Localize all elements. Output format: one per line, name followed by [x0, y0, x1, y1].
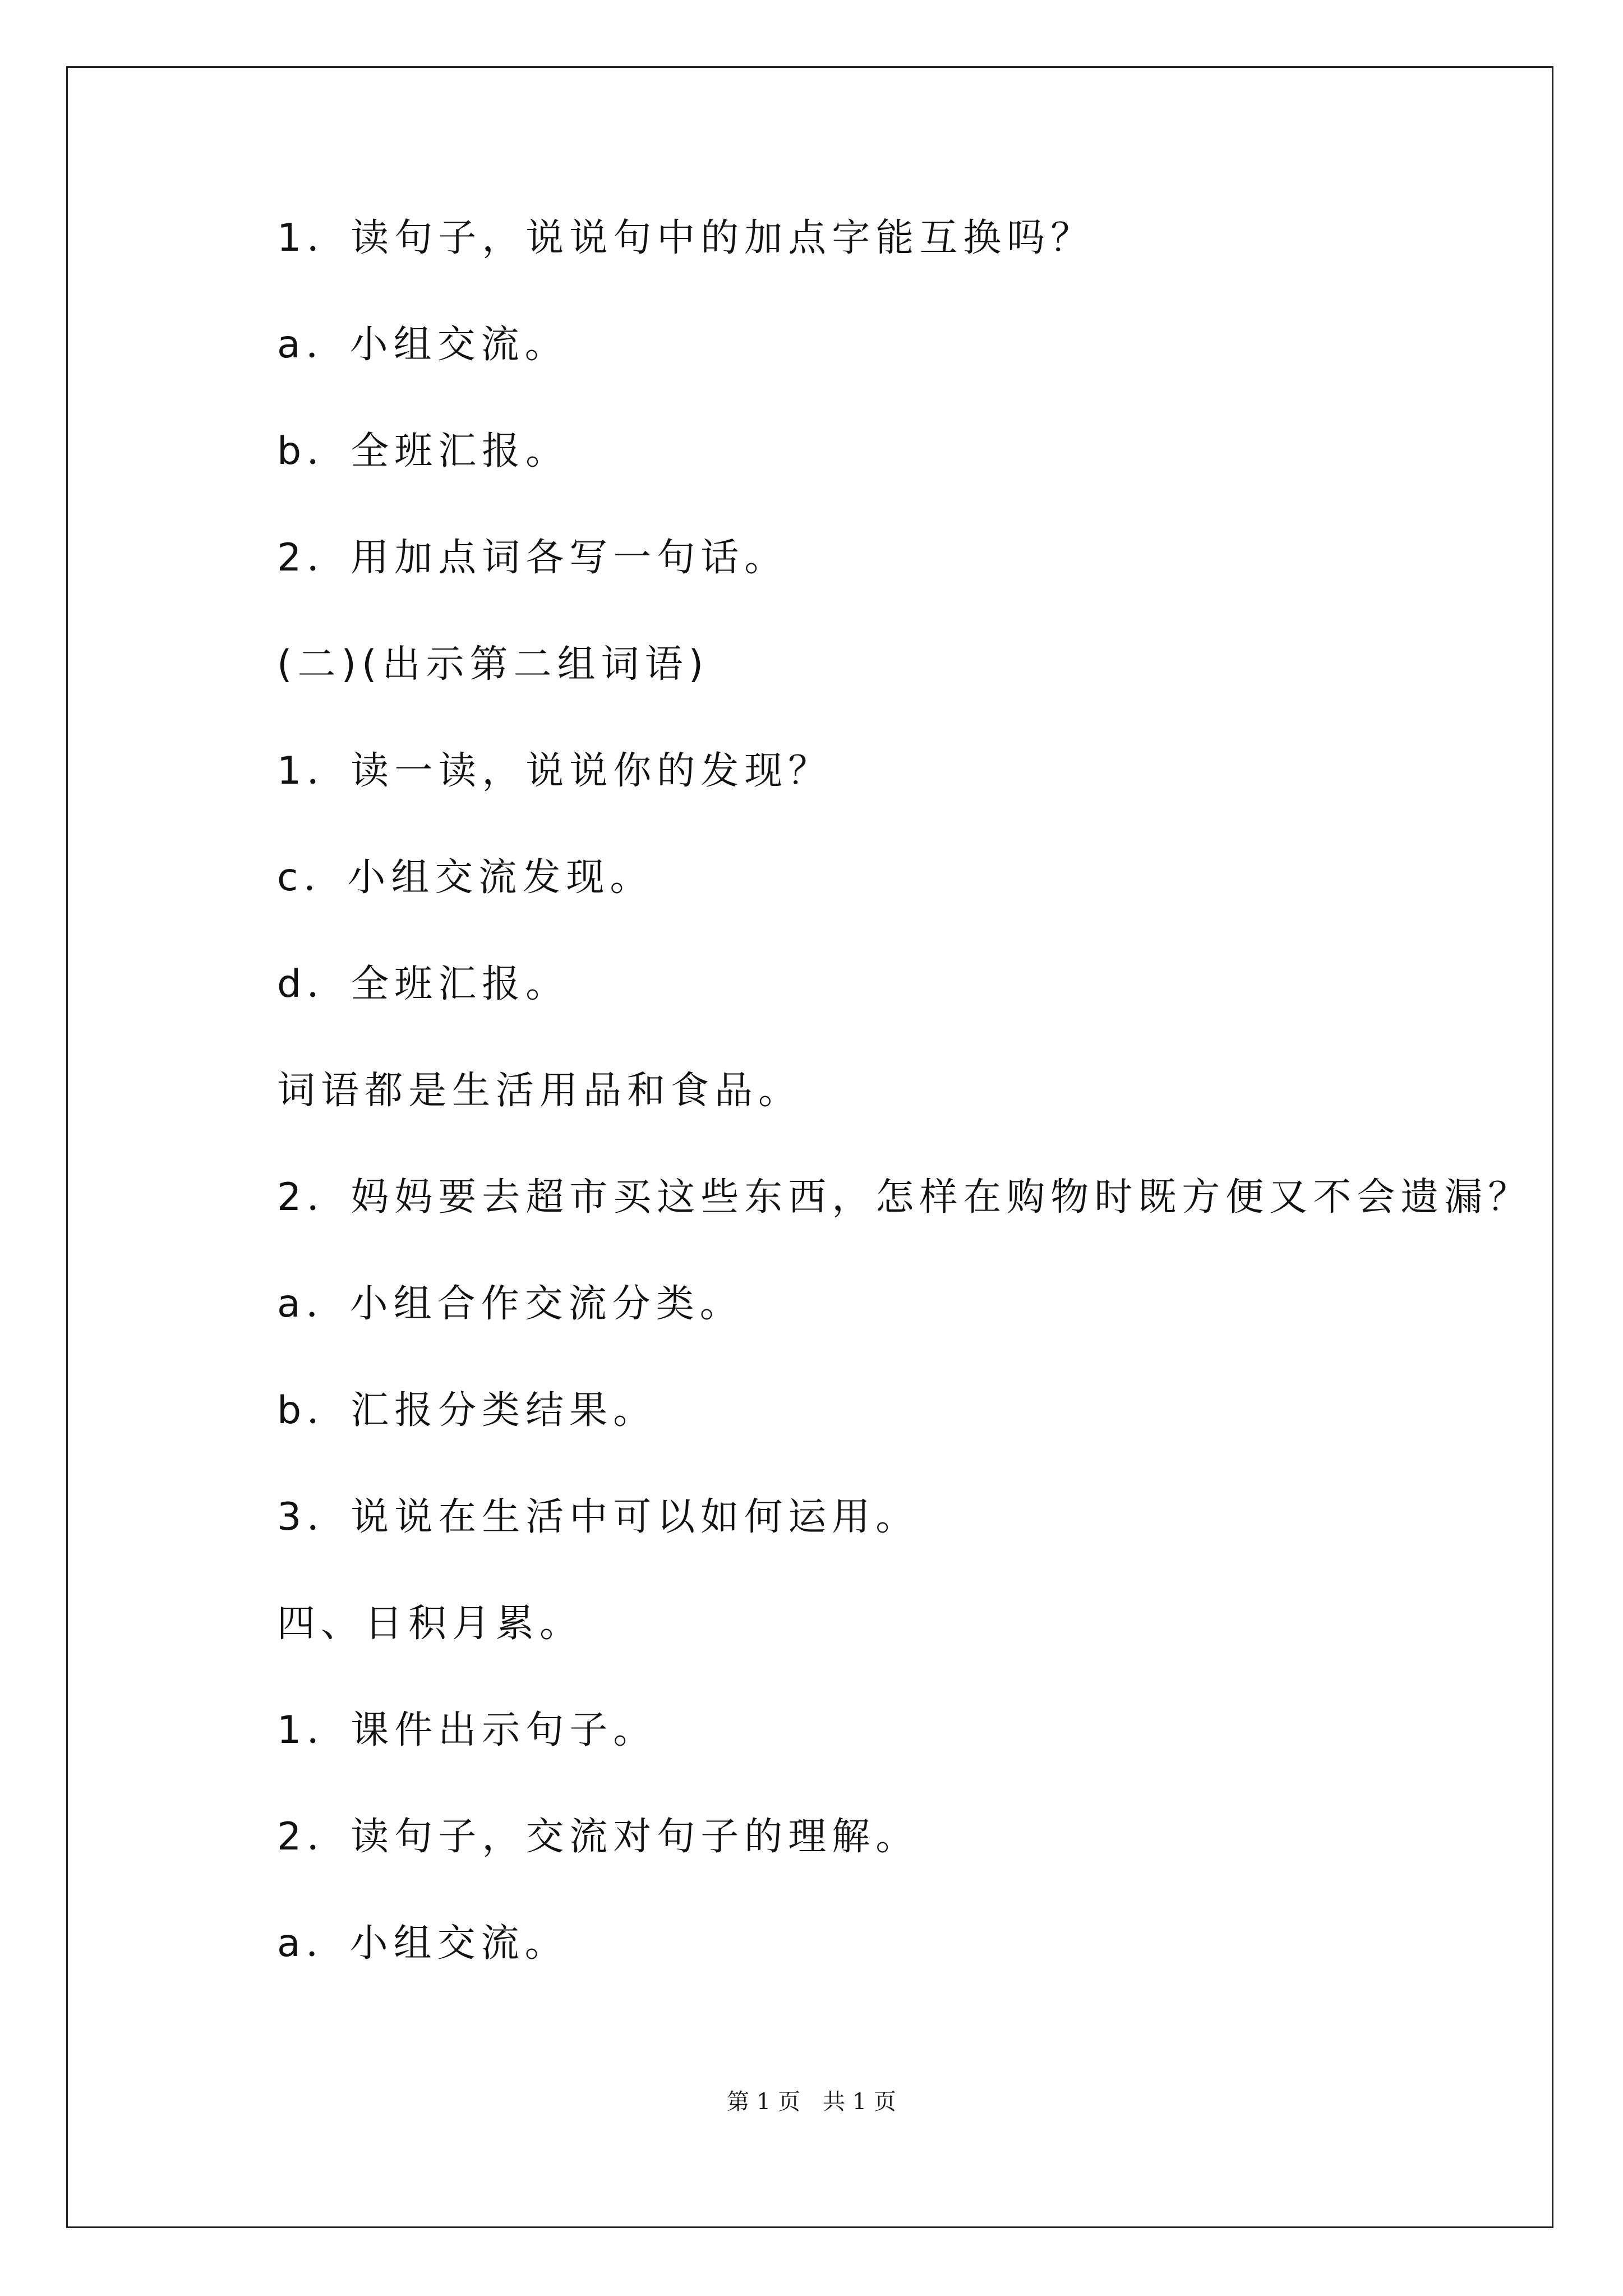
text-line: 四、日积月累。 — [277, 1602, 584, 1646]
text-line: 2．妈妈要去超市买这些东西，怎样在购物时既方便又不会遗漏？ — [277, 1175, 1532, 1220]
text-line: a．小组交流。 — [277, 323, 569, 367]
text-line: a．小组交流。 — [277, 1921, 569, 1966]
text-line: 2．读句子，交流对句子的理解。 — [277, 1815, 920, 1859]
text-line: d．全班汇报。 — [277, 962, 570, 1006]
text-line: (二)(出示第二组词语) — [277, 642, 709, 687]
page-footer: 第 1 页 共 1 页 — [727, 2089, 896, 2115]
page-border — [66, 66, 1553, 2228]
text-line: 1．读一读，说说你的发现？ — [277, 749, 832, 793]
text-line: 1．课件出示句子。 — [277, 1708, 657, 1752]
text-line: 1．读句子，说说句中的加点字能互换吗？ — [277, 216, 1095, 260]
text-line: b．汇报分类结果。 — [277, 1388, 657, 1433]
text-line: 词语都是生活用品和食品。 — [277, 1069, 803, 1113]
text-line: 3．说说在生活中可以如何运用。 — [277, 1495, 920, 1539]
text-line: 2．用加点词各写一句话。 — [277, 536, 789, 580]
text-line: b．全班汇报。 — [277, 429, 570, 473]
text-line: a．小组合作交流分类。 — [277, 1282, 744, 1326]
text-line: c．小组交流发现。 — [277, 855, 654, 900]
